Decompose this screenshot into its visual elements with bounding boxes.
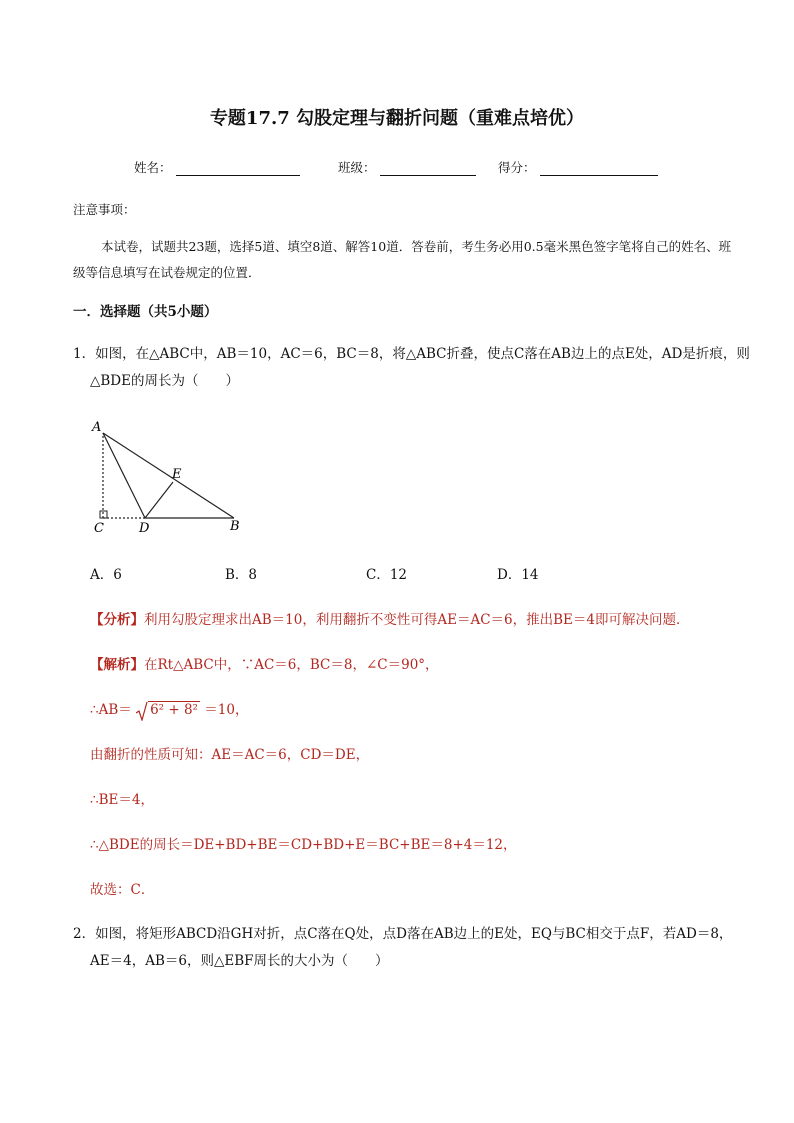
solution-step-3: ∴BE＝4，	[90, 792, 154, 808]
analysis-line	[90, 608, 689, 628]
solution-step-2: 由翻折的性质可知：AE＝AC＝6，CD＝DE，	[90, 747, 370, 763]
question-1: 1．如图，在△ABC中，AB＝10，AC＝6，BC＝8，将△ABC折叠，使点C落在AB边上的点E处，AD是折痕，则△BDE的周长为（ ）	[73, 346, 750, 389]
radicand: 6² + 8²	[150, 702, 198, 718]
question-2: 2．如图，将矩形ABCD沿GH对折，点C落在Q处，点D落在AB边上的E处，EQ与BC相交于点F，若AD＝8，AE＝4，AB＝6，则△EBF周长的大小为（ ）	[73, 926, 733, 969]
name-label: 姓名：	[134, 160, 172, 175]
name-blank[interactable]	[176, 163, 300, 176]
analysis-tag: 【分析】	[90, 612, 144, 628]
notes-heading: 注意事项：	[73, 202, 136, 217]
label-c: C	[94, 521, 104, 536]
notes-body: 本试卷，试题共23题，选择5道、填空8道、解答10道．答卷前，考生务必用0.5毫米黑色签字笔将自己的姓名、班级等信息填写在试卷规定的位置．	[73, 239, 732, 280]
label-b: B	[230, 519, 240, 534]
option-a[interactable]: A．6	[90, 567, 122, 583]
option-c[interactable]: C．12	[366, 567, 408, 583]
solution-tag: 【解析】	[90, 657, 144, 673]
page-title: 专题17.7 勾股定理与翻折问题（重难点培优）	[209, 108, 585, 129]
name-field[interactable]	[134, 158, 300, 176]
class-blank[interactable]	[380, 163, 476, 176]
step1-lhs: ∴AB＝	[90, 702, 132, 718]
label-a: A	[92, 420, 102, 435]
solution-line	[90, 653, 439, 673]
triangle-figure	[86, 418, 256, 538]
sqrt-expression	[136, 701, 200, 721]
analysis-text: 利用勾股定理求出AB＝10，利用翻折不变性可得AE＝AC＝6，推出BE＝4即可解决问题．	[144, 612, 690, 628]
step1-rhs: ＝10，	[204, 702, 249, 718]
class-field[interactable]	[338, 158, 476, 176]
segment-ab	[103, 433, 234, 518]
label-d: D	[139, 521, 150, 536]
option-d[interactable]: D．14	[497, 567, 539, 583]
answer-line: 故选：C．	[90, 882, 155, 898]
score-blank[interactable]	[540, 163, 658, 176]
label-e: E	[172, 467, 182, 482]
score-field[interactable]	[498, 158, 658, 176]
solution-text: 在Rt△ABC中，∵AC＝6，BC＝8，∠C＝90°，	[144, 657, 439, 673]
solution-step-4: ∴△BDE的周长＝DE+BD+BE＝CD+BD+E＝BC+BE＝8+4＝12，	[90, 837, 517, 853]
score-label: 得分：	[498, 160, 536, 175]
radical-sign-icon	[136, 701, 148, 721]
section-heading: 一．选择题（共5小题）	[73, 304, 218, 320]
segment-de	[145, 482, 173, 518]
option-b[interactable]: B．8	[225, 567, 258, 583]
solution-step-1	[90, 698, 248, 721]
segment-ad	[103, 433, 145, 518]
class-label: 班级：	[338, 160, 376, 175]
